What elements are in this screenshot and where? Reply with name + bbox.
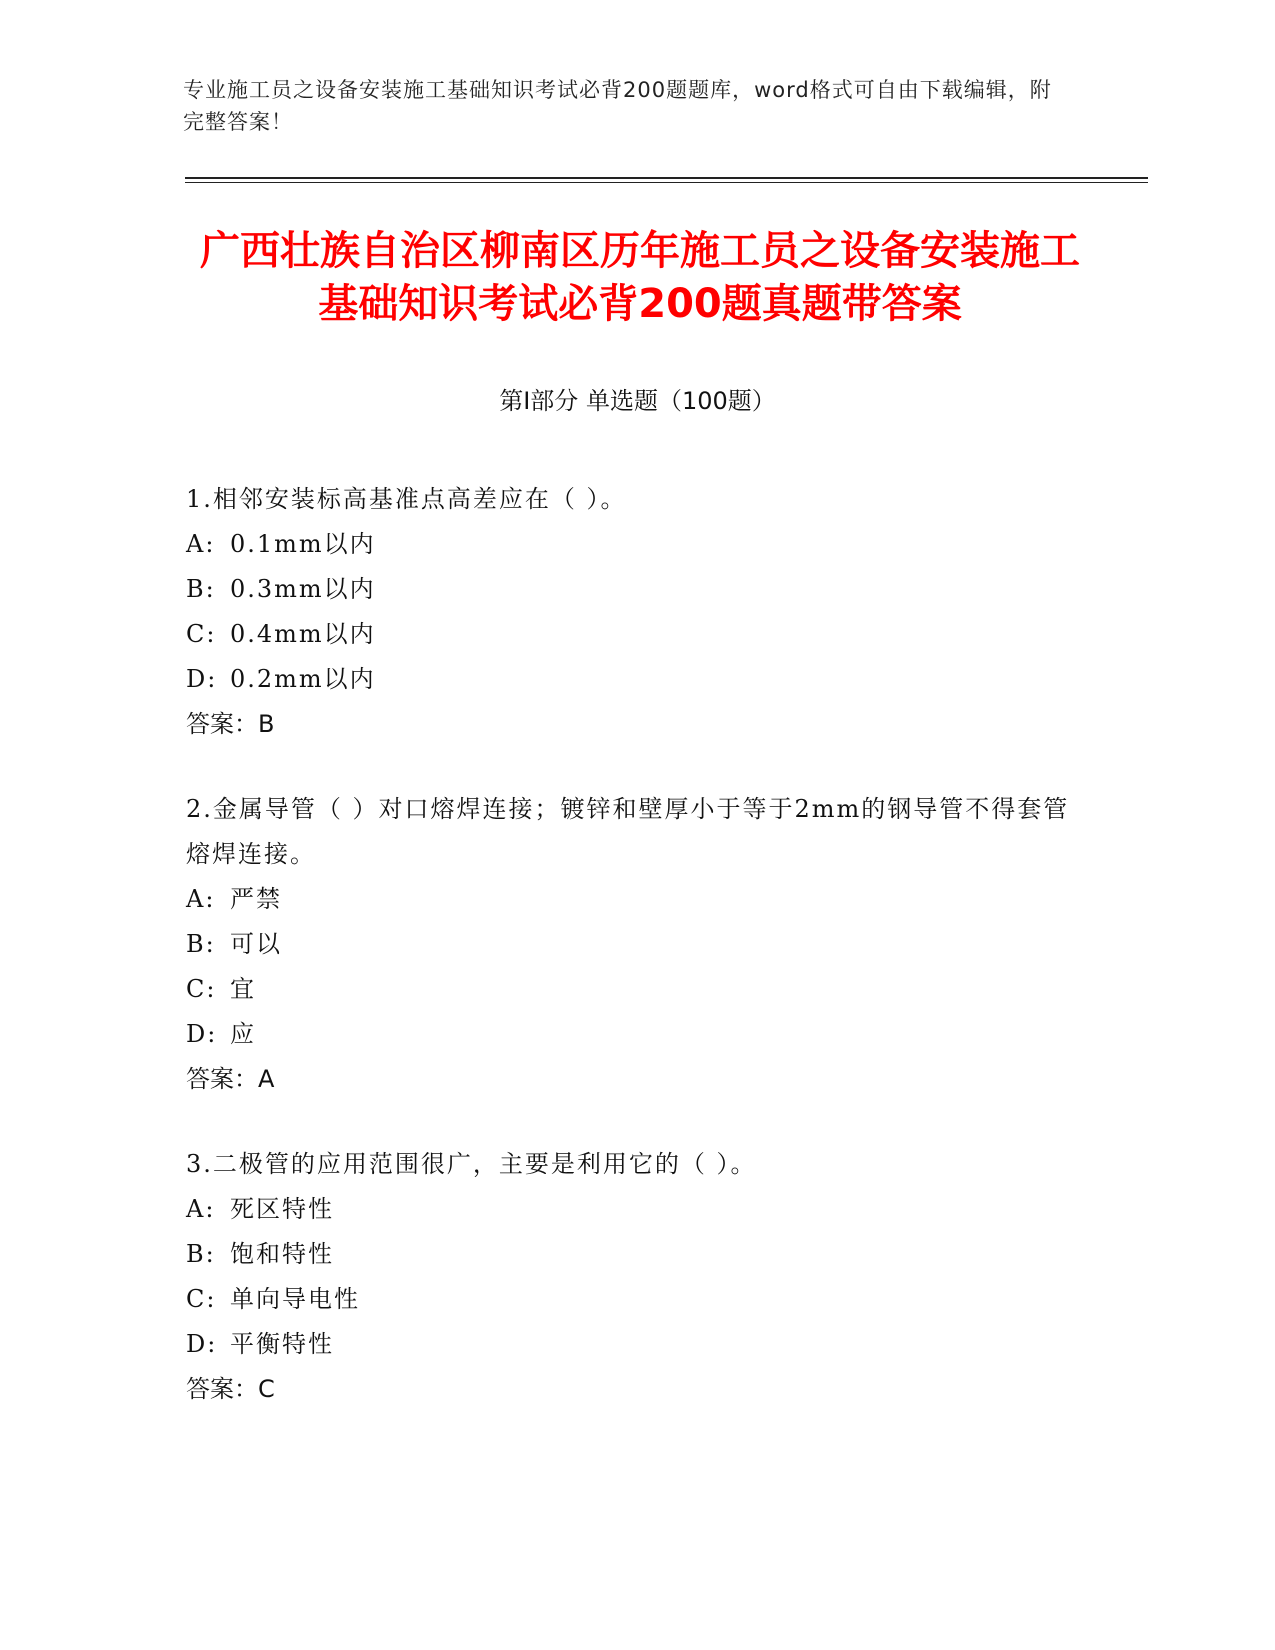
question-2 [186, 787, 1086, 1102]
answer-line: 答案：C [186, 1375, 275, 1403]
document-title: 广西壮族自治区柳南区历年施工员之设备安装施工基础知识考试必背200题真题带答案 [200, 228, 1080, 327]
section-title: 第Ⅰ部分 单选题（100题） [499, 387, 776, 415]
option-text: 饱和特性 [230, 1240, 334, 1268]
option-letter: A: [186, 530, 216, 558]
question-stem: 1.相邻安装标高基准点高差应在（ ）。 [186, 485, 627, 513]
option-a [186, 1187, 1086, 1232]
answer-line: 答案：A [186, 1065, 275, 1093]
option-letter: A: [186, 1195, 216, 1223]
option-letter: D: [186, 1330, 218, 1358]
option-text: 死区特性 [230, 1195, 334, 1223]
question-list [186, 477, 1086, 1452]
option-letter: B: [186, 1240, 216, 1268]
option-letter: D: [186, 1020, 218, 1048]
option-text: 严禁 [230, 885, 282, 913]
option-c [186, 612, 1086, 657]
option-a [186, 877, 1086, 922]
option-d [186, 1012, 1086, 1057]
question-stem: 2.金属导管（ ）对口熔焊连接；镀锌和壁厚小于等于2mm的钢导管不得套管熔焊连接。 [186, 795, 1070, 868]
option-letter: B: [186, 930, 216, 958]
option-b [186, 1232, 1086, 1277]
option-text: 0.2mm以内 [230, 665, 376, 693]
option-c [186, 967, 1086, 1012]
option-letter: C: [186, 1285, 217, 1313]
option-b [186, 922, 1086, 967]
question-1 [186, 477, 1086, 747]
option-text: 应 [230, 1020, 256, 1048]
option-text: 0.1mm以内 [230, 530, 376, 558]
option-a [186, 522, 1086, 567]
header-divider-thin [185, 182, 1148, 183]
option-text: 可以 [230, 930, 282, 958]
option-letter: A: [186, 885, 216, 913]
option-text: 0.4mm以内 [230, 620, 376, 648]
option-text: 宜 [230, 975, 256, 1003]
option-letter: D: [186, 665, 218, 693]
question-stem: 3.二极管的应用范围很广，主要是利用它的（ ）。 [186, 1150, 757, 1178]
option-b [186, 567, 1086, 612]
answer-line: 答案：B [186, 710, 275, 738]
option-text: 0.3mm以内 [230, 575, 376, 603]
option-letter: C: [186, 620, 217, 648]
question-3 [186, 1142, 1086, 1412]
option-letter: C: [186, 975, 217, 1003]
header-note: 专业施工员之设备安装施工基础知识考试必背200题题库，word格式可自由下载编辑，附完整答案！ [183, 78, 1052, 134]
option-d [186, 1322, 1086, 1367]
option-text: 平衡特性 [230, 1330, 334, 1358]
option-c [186, 1277, 1086, 1322]
option-d [186, 657, 1086, 702]
header-divider-thick [185, 177, 1148, 179]
option-text: 单向导电性 [230, 1285, 360, 1313]
option-letter: B: [186, 575, 216, 603]
